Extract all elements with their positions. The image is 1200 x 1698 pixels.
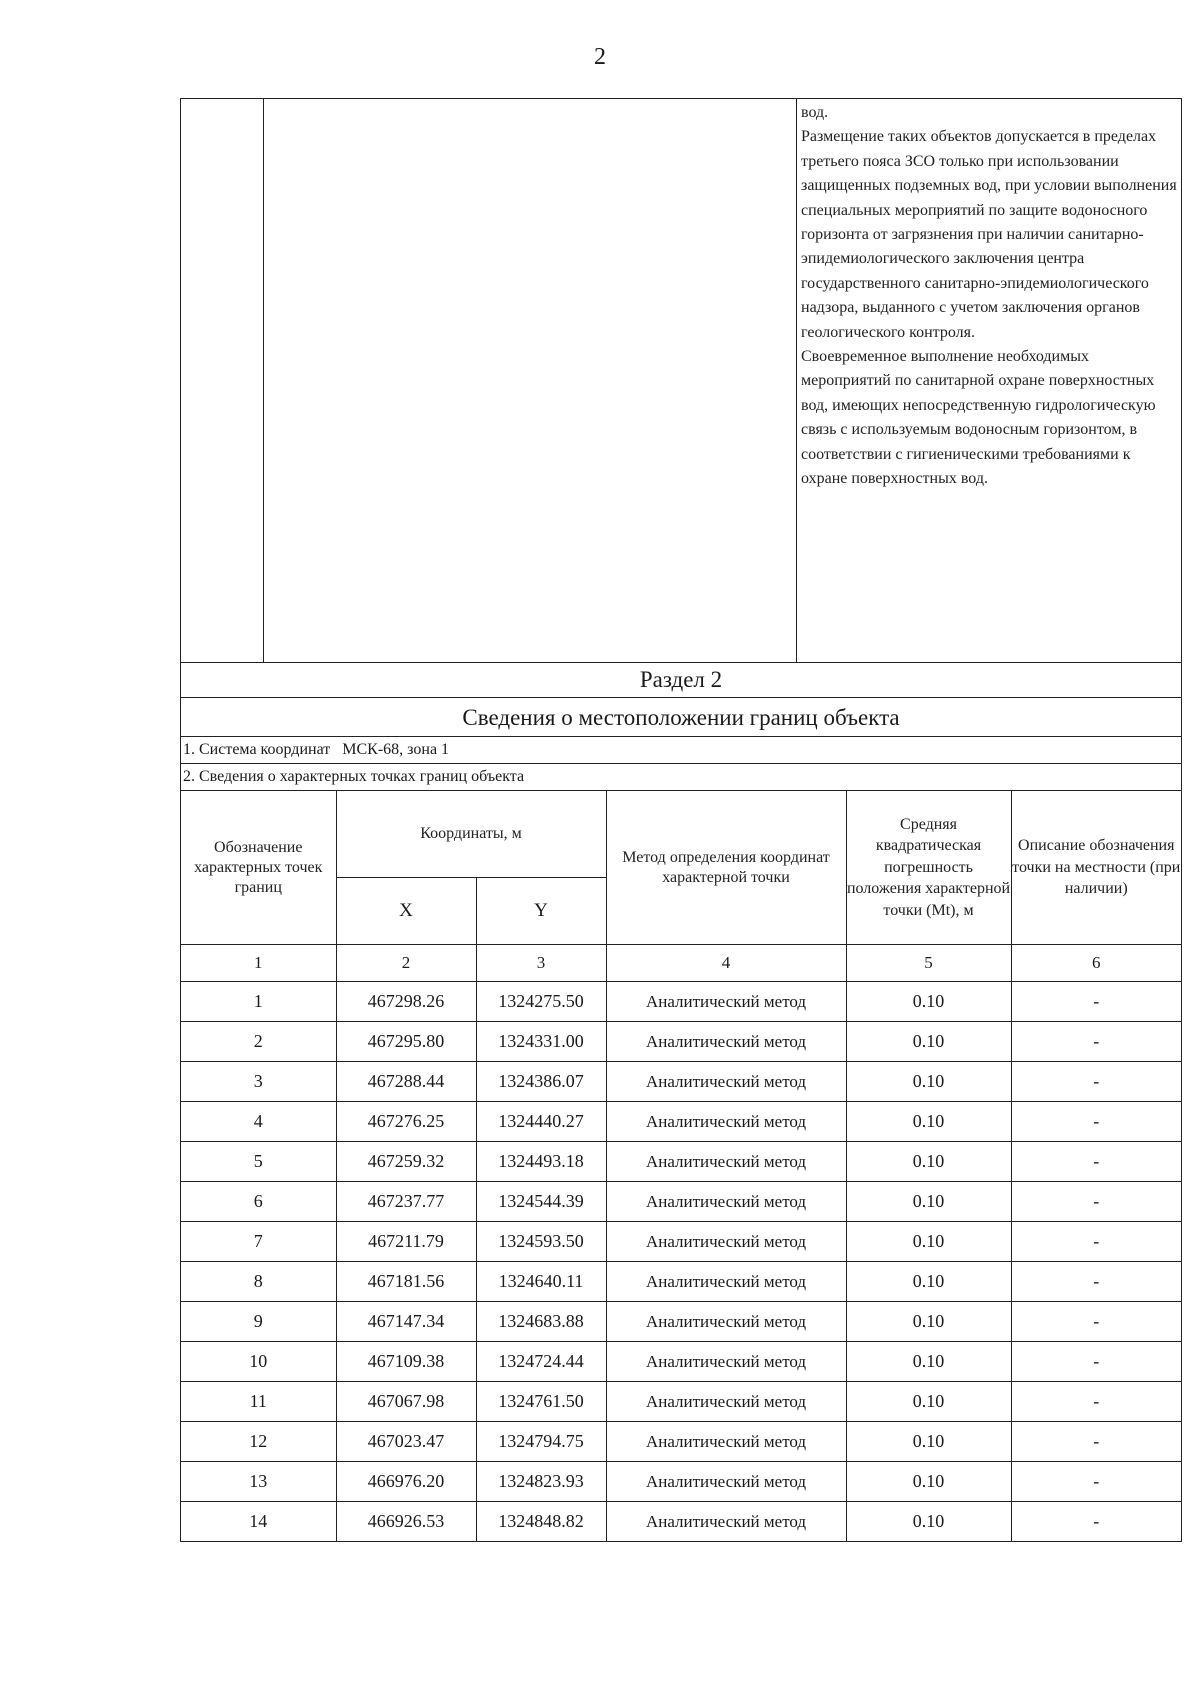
coord-y: 1324440.27 <box>476 1102 606 1142</box>
table-row <box>181 1422 1181 1462</box>
accuracy-mt: 0.10 <box>846 1502 1011 1542</box>
header-y: Y <box>476 878 606 945</box>
coord-x: 467276.25 <box>336 1102 476 1142</box>
point-number: 9 <box>181 1302 336 1342</box>
header-description: Описание обозначения точки на местности (при наличии) <box>1011 791 1181 945</box>
accuracy-mt: 0.10 <box>846 1302 1011 1342</box>
coordinate-system-value: МСК-68, зона 1 <box>342 741 450 758</box>
accuracy-mt: 0.10 <box>846 1422 1011 1462</box>
document-table <box>180 98 1182 1542</box>
method: Аналитический метод <box>606 1342 846 1382</box>
coord-y: 1324794.75 <box>476 1422 606 1462</box>
accuracy-mt: 0.10 <box>846 1182 1011 1222</box>
coord-x: 467295.80 <box>336 1022 476 1062</box>
point-number: 8 <box>181 1262 336 1302</box>
point-description: - <box>1011 1102 1181 1142</box>
coordinate-system-label: 1. Система координат <box>183 741 331 758</box>
accuracy-mt: 0.10 <box>846 1342 1011 1382</box>
method: Аналитический метод <box>606 1502 846 1542</box>
point-description: - <box>1011 1422 1181 1462</box>
method: Аналитический метод <box>606 1102 846 1142</box>
coord-x: 467023.47 <box>336 1422 476 1462</box>
point-description: - <box>1011 1022 1181 1062</box>
table-row <box>181 982 1181 1022</box>
method: Аналитический метод <box>606 1222 846 1262</box>
point-description: - <box>1011 1222 1181 1262</box>
coord-x: 467259.32 <box>336 1142 476 1182</box>
point-number: 4 <box>181 1102 336 1142</box>
coord-y: 1324593.50 <box>476 1222 606 1262</box>
table-row <box>181 1022 1181 1062</box>
method: Аналитический метод <box>606 1382 846 1422</box>
method: Аналитический метод <box>606 1182 846 1222</box>
point-number: 11 <box>181 1382 336 1422</box>
coord-y: 1324640.11 <box>476 1262 606 1302</box>
table-row <box>181 1182 1181 1222</box>
coord-x: 467211.79 <box>336 1222 476 1262</box>
points-table-body <box>181 982 1181 1542</box>
accuracy-mt: 0.10 <box>846 1382 1011 1422</box>
point-number: 2 <box>181 1022 336 1062</box>
empty-cell-middle <box>264 99 797 662</box>
restrictions-paragraph: вод. <box>801 104 829 121</box>
coord-x: 467147.34 <box>336 1302 476 1342</box>
method: Аналитический метод <box>606 1062 846 1102</box>
coord-y: 1324724.44 <box>476 1342 606 1382</box>
column-number: 4 <box>606 945 846 982</box>
column-number: 3 <box>476 945 606 982</box>
header-accuracy: Средняя квадратическая погрешность положения характерной точки (Mt), м <box>846 791 1011 945</box>
method: Аналитический метод <box>606 1422 846 1462</box>
point-number: 12 <box>181 1422 336 1462</box>
point-number: 6 <box>181 1182 336 1222</box>
accuracy-mt: 0.10 <box>846 1222 1011 1262</box>
coord-y: 1324848.82 <box>476 1502 606 1542</box>
accuracy-mt: 0.10 <box>846 1102 1011 1142</box>
point-description: - <box>1011 1502 1181 1542</box>
coord-y: 1324275.50 <box>476 982 606 1022</box>
table-row <box>181 1502 1181 1542</box>
coord-x: 467288.44 <box>336 1062 476 1102</box>
accuracy-mt: 0.10 <box>846 1022 1011 1062</box>
method: Аналитический метод <box>606 1262 846 1302</box>
method: Аналитический метод <box>606 1462 846 1502</box>
accuracy-mt: 0.10 <box>846 1142 1011 1182</box>
coord-y: 1324761.50 <box>476 1382 606 1422</box>
column-number: 5 <box>846 945 1011 982</box>
coord-x: 466976.20 <box>336 1462 476 1502</box>
restrictions-paragraph: Своевременное выполнение необходимых мероприятий по санитарной охране поверхностных вод, имеющих непосредственную гидрологическую связь с используемым водоносным горизонтом, в соответствии с гигиеническими требованиями к охране поверхностных вод. <box>801 348 1156 488</box>
coord-x: 466926.53 <box>336 1502 476 1542</box>
coord-y: 1324544.39 <box>476 1182 606 1222</box>
section-title: Раздел 2 <box>181 663 1181 698</box>
point-number: 14 <box>181 1502 336 1542</box>
header-x: X <box>336 878 476 945</box>
method: Аналитический метод <box>606 1142 846 1182</box>
header-designation: Обозначение характерных точек границ <box>181 791 336 945</box>
point-description: - <box>1011 1182 1181 1222</box>
column-number: 1 <box>181 945 336 982</box>
restrictions-continuation <box>181 99 1181 663</box>
point-description: - <box>1011 982 1181 1022</box>
point-description: - <box>1011 1062 1181 1102</box>
point-number: 7 <box>181 1222 336 1262</box>
method: Аналитический метод <box>606 982 846 1022</box>
empty-cell-left <box>181 99 264 662</box>
coord-x: 467109.38 <box>336 1342 476 1382</box>
point-number: 13 <box>181 1462 336 1502</box>
point-number: 5 <box>181 1142 336 1182</box>
point-description: - <box>1011 1142 1181 1182</box>
table-row <box>181 1062 1181 1102</box>
method: Аналитический метод <box>606 1302 846 1342</box>
coord-y: 1324823.93 <box>476 1462 606 1502</box>
column-number: 6 <box>1011 945 1181 982</box>
table-row <box>181 1262 1181 1302</box>
coord-y: 1324493.18 <box>476 1142 606 1182</box>
header-coordinates: Координаты, м <box>336 791 606 878</box>
column-numbers-row <box>181 945 1181 982</box>
points-table <box>181 791 1181 1541</box>
point-description: - <box>1011 1262 1181 1302</box>
coord-y: 1324386.07 <box>476 1062 606 1102</box>
table-row <box>181 1142 1181 1182</box>
table-row <box>181 1382 1181 1422</box>
point-description: - <box>1011 1462 1181 1502</box>
point-description: - <box>1011 1342 1181 1382</box>
accuracy-mt: 0.10 <box>846 1062 1011 1102</box>
coord-y: 1324683.88 <box>476 1302 606 1342</box>
header-method: Метод определения координат характерной точки <box>606 791 846 945</box>
coord-x: 467181.56 <box>336 1262 476 1302</box>
restrictions-paragraph: Размещение таких объектов допускается в пределах третьего пояса ЗСО только при использовании защищенных подземных вод, при условии выполнения специальных мероприятий по защите водоносного горизонта от загрязнения при наличии санитарно-эпидемиологического заключения центра государственного санитарно-эпидемиологического надзора, выданного с учетом заключения органов геологического контроля. <box>801 128 1177 341</box>
table-row <box>181 1462 1181 1502</box>
points-heading: 2. Сведения о характерных точках границ объекта <box>181 764 1181 791</box>
coord-y: 1324331.00 <box>476 1022 606 1062</box>
section-subtitle: Сведения о местоположении границ объекта <box>181 698 1181 737</box>
table-row <box>181 1222 1181 1262</box>
restrictions-text <box>797 99 1181 662</box>
coordinate-system-line <box>181 737 1181 764</box>
coord-x: 467067.98 <box>336 1382 476 1422</box>
table-row <box>181 1302 1181 1342</box>
column-number: 2 <box>336 945 476 982</box>
coord-x: 467298.26 <box>336 982 476 1022</box>
table-row <box>181 1102 1181 1142</box>
point-description: - <box>1011 1382 1181 1422</box>
page-number: 2 <box>594 44 606 70</box>
table-row <box>181 1342 1181 1382</box>
coord-x: 467237.77 <box>336 1182 476 1222</box>
point-number: 1 <box>181 982 336 1022</box>
accuracy-mt: 0.10 <box>846 1262 1011 1302</box>
accuracy-mt: 0.10 <box>846 982 1011 1022</box>
method: Аналитический метод <box>606 1022 846 1062</box>
point-number: 10 <box>181 1342 336 1382</box>
point-number: 3 <box>181 1062 336 1102</box>
point-description: - <box>1011 1302 1181 1342</box>
accuracy-mt: 0.10 <box>846 1462 1011 1502</box>
